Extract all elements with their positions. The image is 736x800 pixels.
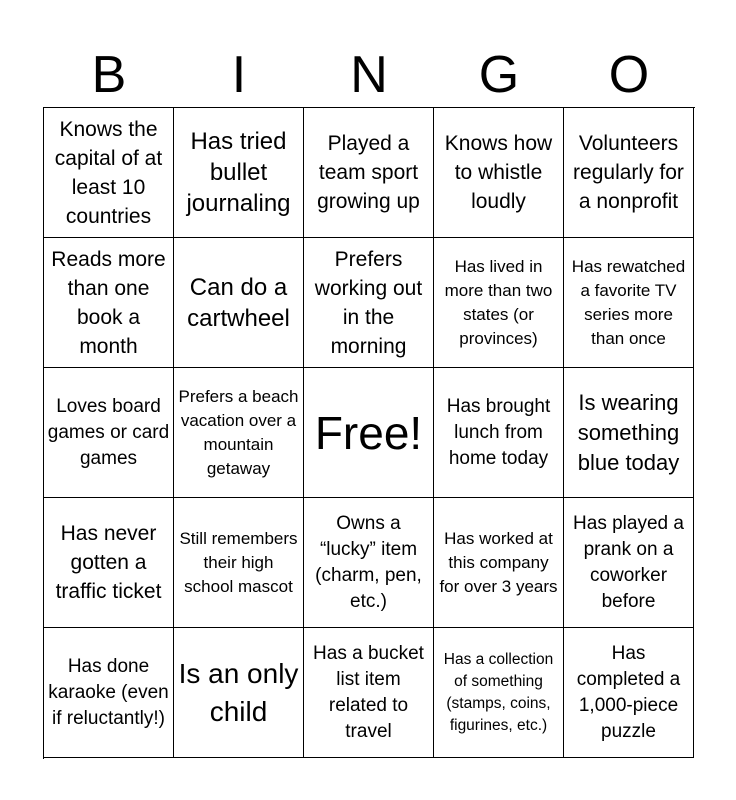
square-text: Knows the capital of at least 10 countries: [54, 117, 163, 228]
square-text: Is an only child: [178, 657, 299, 727]
bingo-square-r4c5[interactable]: [564, 498, 694, 628]
square-text: Has tried bullet journaling: [186, 128, 291, 217]
bingo-square-r2c4[interactable]: [434, 238, 564, 368]
square-text: Loves board games or card games: [47, 395, 170, 469]
square-text: Prefers a beach vacation over a mountain getaway: [178, 386, 299, 478]
bingo-square-r4c2[interactable]: [174, 498, 304, 628]
square-text: Has done karaoke (even if reluctantly!): [48, 655, 169, 729]
bingo-grid: [43, 107, 695, 759]
bingo-square-r4c4[interactable]: [434, 498, 564, 628]
bingo-square-r5c5[interactable]: [564, 628, 694, 758]
bingo-square-r1c1[interactable]: [44, 108, 174, 238]
square-text: Has brought lunch from home today: [446, 395, 551, 469]
bingo-header: [44, 44, 694, 106]
bingo-square-r2c5[interactable]: [564, 238, 694, 368]
bingo-square-r1c4[interactable]: [434, 108, 564, 238]
bingo-square-r2c2[interactable]: [174, 238, 304, 368]
square-text: Has a bucket list item related to travel: [313, 642, 424, 742]
bingo-square-r1c5[interactable]: [564, 108, 694, 238]
bingo-square-r4c1[interactable]: [44, 498, 174, 628]
bingo-square-r1c3[interactable]: [304, 108, 434, 238]
header-letter-o: O: [608, 46, 650, 104]
header-letter-b: B: [91, 46, 127, 104]
bingo-square-r5c3[interactable]: [304, 628, 434, 758]
bingo-square-r1c2[interactable]: [174, 108, 304, 238]
square-text: Owns a “lucky” item (charm, pen, etc.): [315, 512, 422, 612]
header-letter-i: I: [231, 46, 247, 104]
square-text: Played a team sport growing up: [317, 132, 420, 213]
square-text: Has worked at this company for over 3 years: [439, 528, 558, 596]
square-text: Reads more than one book a month: [51, 247, 166, 358]
bingo-square-r5c4[interactable]: [434, 628, 564, 758]
bingo-square-r5c2[interactable]: [174, 628, 304, 758]
square-text: Still remembers their high school mascot: [179, 528, 298, 596]
square-text: Has played a prank on a coworker before: [573, 512, 684, 612]
square-text: Has lived in more than two states (or provinces): [444, 256, 553, 348]
square-text: Has completed a 1,000-piece puzzle: [576, 642, 681, 742]
square-text: Has a collection of something (stamps, coins, figurines, etc.): [443, 650, 554, 734]
free-space-text: Free!: [314, 406, 423, 459]
bingo-square-r4c3[interactable]: [304, 498, 434, 628]
bingo-square-r5c1[interactable]: [44, 628, 174, 758]
header-letter-n: N: [350, 46, 388, 104]
square-text: Volunteers regularly for a nonprofit: [573, 132, 684, 213]
square-text: Has never gotten a traffic ticket: [55, 522, 162, 603]
bingo-square-free[interactable]: [304, 368, 434, 498]
square-text: Knows how to whistle loudly: [444, 132, 553, 213]
square-text: Has rewatched a favorite TV series more than once: [571, 256, 686, 348]
square-text: Is wearing something blue today: [577, 389, 680, 475]
bingo-square-r2c1[interactable]: [44, 238, 174, 368]
bingo-square-r3c1[interactable]: [44, 368, 174, 498]
bingo-square-r3c4[interactable]: [434, 368, 564, 498]
bingo-square-r3c2[interactable]: [174, 368, 304, 498]
square-text: Can do a cartwheel: [187, 273, 290, 332]
bingo-square-r3c5[interactable]: [564, 368, 694, 498]
header-letter-g: G: [478, 46, 520, 104]
square-text: Prefers working out in the morning: [314, 247, 423, 358]
bingo-square-r2c3[interactable]: [304, 238, 434, 368]
